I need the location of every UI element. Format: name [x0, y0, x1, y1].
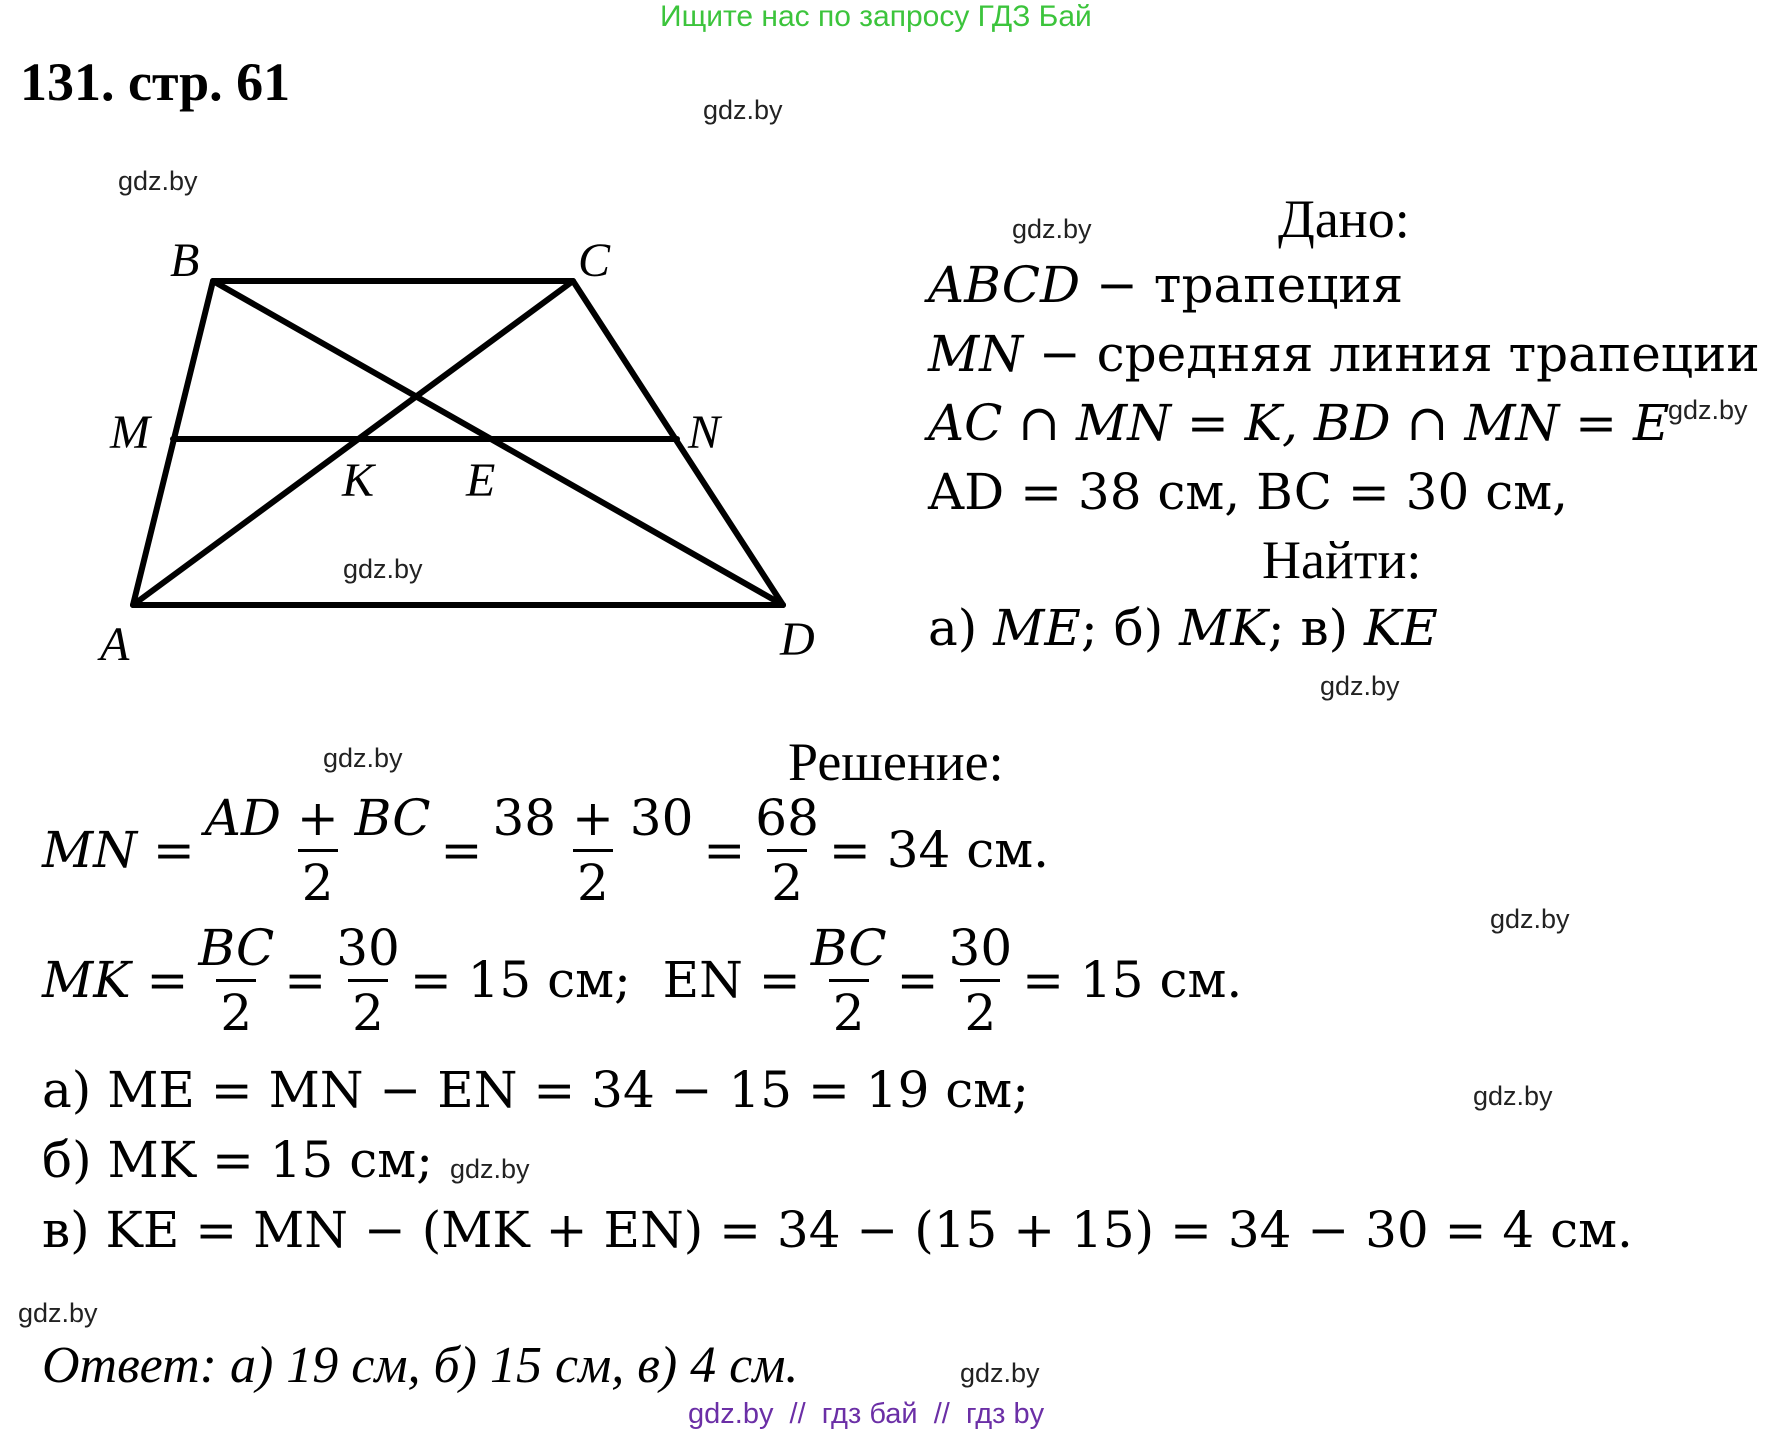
find-title: Найти: [1262, 530, 1422, 590]
watermark: gdz.by [1490, 904, 1570, 934]
page-title: 131. стр. 61 [20, 52, 291, 112]
solution-line-b: б) MK = 15 см; [42, 1131, 433, 1189]
vertex-label-n: N [688, 406, 721, 459]
vertex-label-e: E [466, 454, 496, 507]
vertex-label-c: C [578, 234, 611, 287]
solution-line-a: а) ME = MN − EN = 34 − 15 = 19 см; [42, 1061, 1030, 1119]
watermark: gdz.by [343, 554, 423, 584]
watermark: gdz.by [1668, 395, 1748, 425]
trapezoid-diagram [0, 0, 900, 700]
given-line-4: AD = 38 см, BC = 30 см, [928, 463, 1568, 521]
given-title: Дано: [1278, 189, 1410, 249]
equation-mk-en: MK = $\frac{BC}{2}$ = $\frac{30}{2}$ = 15 см; EN = $\frac{BC}{2}$ = $\frac{30}{2}$ = 15 см. [42, 918, 1243, 1042]
vertex-label-m: M [110, 406, 150, 459]
given-line-1: ABCD − трапеция [928, 256, 1404, 314]
vertex-label-a: A [100, 618, 130, 671]
given-line-3: AC ∩ MN = K, BD ∩ MN = E [928, 394, 1670, 452]
watermark: gdz.by [703, 95, 783, 125]
footer-links[interactable]: gdz.by // гдз бай // гдз by [688, 1398, 1045, 1430]
watermark: gdz.by [323, 743, 403, 773]
given-line-2: MN − средняя линия трапеции [928, 325, 1760, 383]
watermark: gdz.by [1320, 671, 1400, 701]
watermark: gdz.by [450, 1154, 530, 1184]
solution-title: Решение: [788, 732, 1004, 792]
equation-mn: MN = $\frac{AD + BC}{2}$ = $\frac{38 + 30}{2}$ = $\frac{68}{2}$ = 34 см. [42, 788, 1050, 912]
vertex-label-b: B [170, 234, 200, 287]
search-banner: Ищите нас по запросу ГДЗ Бай [660, 0, 1092, 33]
watermark: gdz.by [1473, 1081, 1553, 1111]
vertex-label-k: K [342, 454, 375, 507]
watermark: gdz.by [960, 1358, 1040, 1388]
segment-cd [573, 281, 783, 605]
watermark: gdz.by [18, 1298, 98, 1328]
answer-line: Ответ: а) 19 см, б) 15 см, в) 4 см. [42, 1337, 799, 1394]
find-line: а) ME; б) MK; в) KE [928, 599, 1438, 657]
watermark: gdz.by [118, 166, 198, 196]
watermark: gdz.by [1012, 214, 1092, 244]
vertex-label-d: D [780, 613, 815, 666]
solution-line-c: в) KE = MN − (MK + EN) = 34 − (15 + 15) = 34 − 30 = 4 см. [42, 1201, 1633, 1259]
